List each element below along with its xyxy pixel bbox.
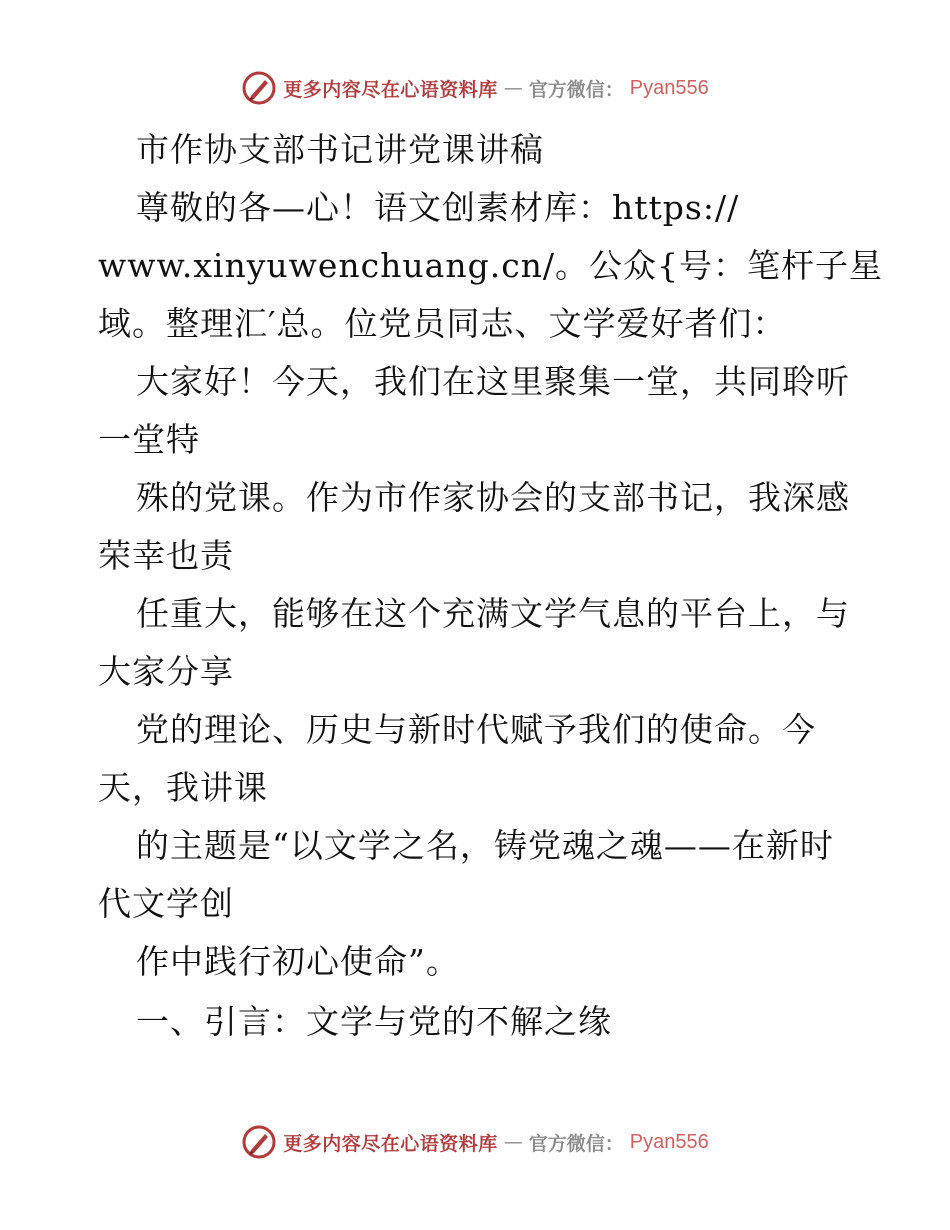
doc-line: 大家分享 [98,652,234,691]
doc-line: 的主题是“以文学之名，铸党魂之魂——在新时 [136,826,834,865]
doc-line: 殊的党课。作为市作家协会的支部书记，我深感 [136,478,850,517]
doc-line: 尊敬的各—心！语文创素材库：https:// [136,188,740,227]
banner-wechat-label: 官方微信： [528,1132,624,1155]
doc-line: 天，我讲课 [98,768,268,807]
banner-wechat-id: Pyan556 [629,76,709,99]
banner-wechat-label: 官方微信： [528,78,624,101]
doc-line: 作中践行初心使命”。 [136,942,460,981]
doc-line: 一堂特 [98,420,200,459]
header-banner [0,70,950,106]
doc-title: 市作协支部书记讲党课讲稿 [136,130,544,169]
doc-line: 荣幸也责 [98,536,234,575]
banner-dash: — [503,1131,523,1153]
section-heading: 一、引言：文学与党的不解之缘 [136,1002,612,1041]
banner-dash: — [503,77,523,99]
doc-line: 代文学创 [98,884,234,923]
pen-logo-icon [241,70,277,106]
doc-line: 任重大，能够在这个充满文学气息的平台上，与 [136,594,850,633]
doc-line: 域。整理汇′总。位党员同志、文学爱好者们： [98,304,787,343]
footer-banner [0,1124,950,1160]
banner-wechat-id: Pyan556 [629,1130,709,1153]
banner-text: 更多内容尽在心语资料库 [283,78,498,101]
doc-line: 大家好！今天，我们在这里聚集一堂，共同聆听 [136,362,850,401]
doc-line: 党的理论、历史与新时代赋予我们的使命。今 [136,710,816,749]
banner-text: 更多内容尽在心语资料库 [283,1132,498,1155]
doc-line: www.xinyuwenchuang.cn/。公众{号：笔杆子星 [98,246,884,285]
pen-logo-icon [241,1124,277,1160]
